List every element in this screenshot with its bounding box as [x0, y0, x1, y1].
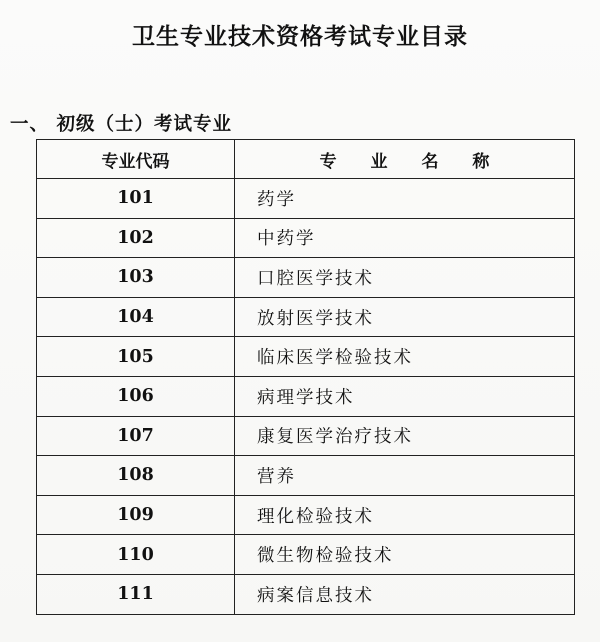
row-name: 病理学技术 — [235, 376, 575, 416]
row-name: 病案信息技术 — [235, 574, 575, 614]
section-heading: 一、 初级（士）考试专业 — [10, 114, 232, 135]
header-name: 专 业 名 称 — [235, 140, 575, 179]
table-row — [37, 337, 575, 377]
row-code: 102 — [37, 218, 235, 258]
header-code: 专业代码 — [37, 140, 235, 179]
row-name: 康复医学治疗技术 — [235, 416, 575, 456]
row-name: 药学 — [235, 179, 575, 219]
row-code: 108 — [37, 456, 235, 496]
table-row — [37, 258, 575, 298]
row-name: 口腔医学技术 — [235, 258, 575, 298]
table-row — [37, 495, 575, 535]
table-header-row — [37, 140, 575, 179]
row-name: 理化检验技术 — [235, 495, 575, 535]
row-name: 临床医学检验技术 — [235, 337, 575, 377]
row-code: 109 — [37, 495, 235, 535]
row-code: 111 — [37, 574, 235, 614]
table-row — [37, 376, 575, 416]
row-code: 101 — [37, 179, 235, 219]
row-name: 微生物检验技术 — [235, 535, 575, 575]
row-code: 107 — [37, 416, 235, 456]
row-name: 中药学 — [235, 218, 575, 258]
table-row — [37, 456, 575, 496]
row-code: 106 — [37, 376, 235, 416]
table-row — [37, 297, 575, 337]
row-code: 104 — [37, 297, 235, 337]
row-name: 营养 — [235, 456, 575, 496]
row-code: 103 — [37, 258, 235, 298]
document-title: 卫生专业技术资格考试专业目录 — [132, 24, 468, 50]
table-row — [37, 535, 575, 575]
table-row — [37, 416, 575, 456]
table-row — [37, 218, 575, 258]
table-row — [37, 179, 575, 219]
table-row — [37, 574, 575, 614]
row-code: 110 — [37, 535, 235, 575]
row-code: 105 — [37, 337, 235, 377]
specialty-table — [36, 139, 575, 615]
row-name: 放射医学技术 — [235, 297, 575, 337]
